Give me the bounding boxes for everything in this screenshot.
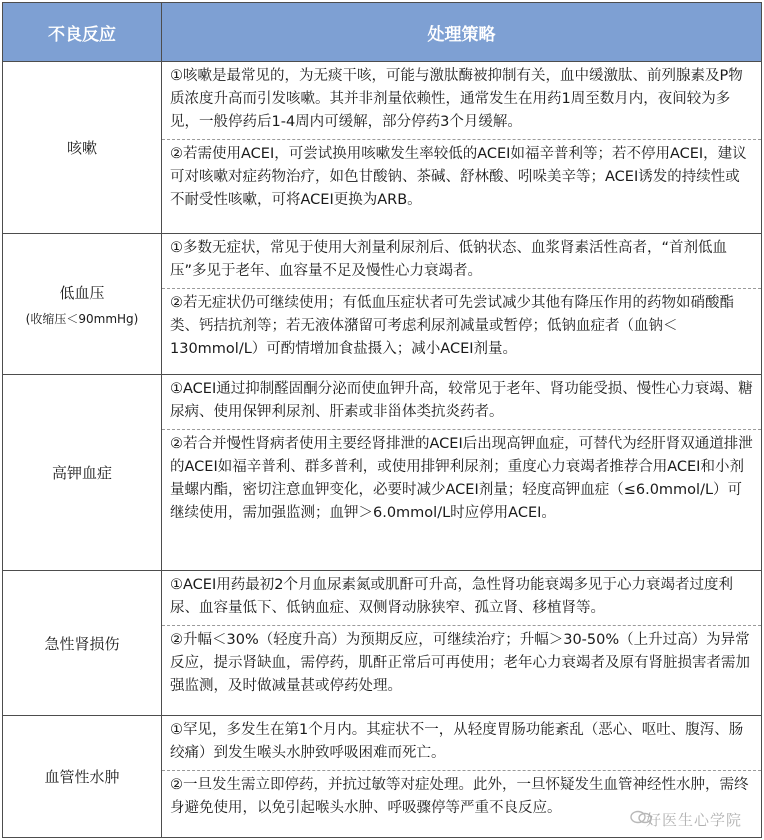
strategy-paragraph: ②一旦发生需立即停药，并抗过敏等对症处理。此外，一旦怀疑发生血管神经性水肿，需终身避免使用，以免引起喉头水肿、呼吸骤停等严重不良反应。 (162, 770, 761, 825)
strategy-cell (162, 571, 762, 716)
strategy-paragraph: ①咳嗽是最常见的，为无痰干咳，可能与激肽酶被抑制有关，血中缓激肽、前列腺素及P物质浓度升高而引发咳嗽。其并非剂量依赖性，通常发生在用药1周至数月内，夜间较为多见，一般停药后1-4周内可缓解，部分停药3个月缓解。 (170, 68, 743, 130)
strategy-paragraph: ②若无症状仍可继续使用；有低血压症状者可先尝试减少其他有降压作用的药物如硝酸酯类、钙拮抗剂等；若无液体潴留可考虑利尿剂减量或暂停；低钠血症者（血钠＜130mmol/L）可酌情增加食盐摄入；减小ACEI剂量。 (162, 288, 761, 366)
reaction-subnote: (收缩压＜90mmHg) (25, 311, 139, 326)
reaction-name-cell (3, 716, 162, 838)
column-header-strategy: 处理策略 (162, 3, 762, 62)
strategy-paragraph: ①ACEI通过抑制醛固酮分泌而使血钾升高，较常见于老年、肾功能受损、慢性心力衰竭、糖尿病、使用保钾利尿剂、肝素或非甾体类抗炎药者。 (170, 381, 753, 420)
strategy-paragraph: ①多数无症状，常见于使用大剂量利尿剂后、低钠状态、血浆肾素活性高者，“首剂低血压”多见于老年、血容量不足及慢性心力衰竭者。 (170, 240, 728, 279)
reaction-name: 血管性水肿 (44, 768, 120, 786)
reaction-name-cell (3, 375, 162, 571)
strategy-paragraph: ①罕见，多发生在第1个月内。其症状不一，从轻度胃肠功能紊乱（恶心、呕吐、腹泻、肠绞痛）到发生喉头水肿致呼吸困难而死亡。 (170, 722, 744, 761)
strategy-paragraph: ②若需使用ACEI，可尝试换用咳嗽发生率较低的ACEI如福辛普利等；若不停用ACEI，建议可对咳嗽对症药物治疗，如色甘酸钠、茶碱、舒林酸、吲哚美辛等；ACEI诱发的持续性或不耐受性咳嗽，可将ACEI更换为ARB。 (162, 139, 761, 217)
reaction-name-cell (3, 571, 162, 716)
watermark: 好医生心学院 (645, 811, 742, 829)
table-row (3, 234, 762, 375)
strategy-cell (162, 375, 762, 571)
strategy-paragraph: ①ACEI用药最初2个月血尿素氮或肌酐可升高，急性肾功能衰竭多见于心力衰竭者过度利尿、血容量低下、低钠血症、双侧肾动脉狭窄、孤立肾、移植肾等。 (170, 577, 733, 616)
reaction-name-cell (3, 234, 162, 375)
reaction-name: 急性肾损伤 (44, 634, 120, 653)
strategy-paragraph: ②升幅＜30%（轻度升高）为预期反应，可继续治疗；升幅＞30-50%（上升过高）为异常反应，提示肾缺血，需停药，肌酐正常后可再使用；老年心力衰竭者及原有肾脏损害者需加强监测，及时做减量甚或停药处理。 (162, 625, 761, 703)
strategy-paragraph: ②若合并慢性肾病者使用主要经肾排泄的ACEI后出现高钾血症，可替代为经肝肾双通道排泄的ACEI如福辛普利、群多普利，或使用排钾利尿剂；重度心力衰竭者推荐合用ACEI和小剂量螺内酯，密切注意血钾变化，必要时减少ACEI剂量；轻度高钾血症（≤6.0mmol/L）可继续使用，需加强监测；血钾＞6.0mmol/L时应停用ACEI。 (162, 429, 761, 530)
table-row (3, 571, 762, 716)
column-header-reaction: 不良反应 (3, 3, 162, 62)
reaction-name: 咳嗽 (66, 139, 97, 157)
strategy-cell (162, 62, 762, 234)
table-row (3, 375, 762, 571)
reaction-name-cell (3, 62, 162, 234)
adverse-reaction-table (2, 2, 762, 838)
table-row (3, 62, 762, 234)
strategy-cell (162, 234, 762, 375)
reaction-name: 低血压 (59, 283, 105, 302)
reaction-name: 高钾血症 (51, 464, 112, 482)
table-header-row (3, 3, 762, 62)
